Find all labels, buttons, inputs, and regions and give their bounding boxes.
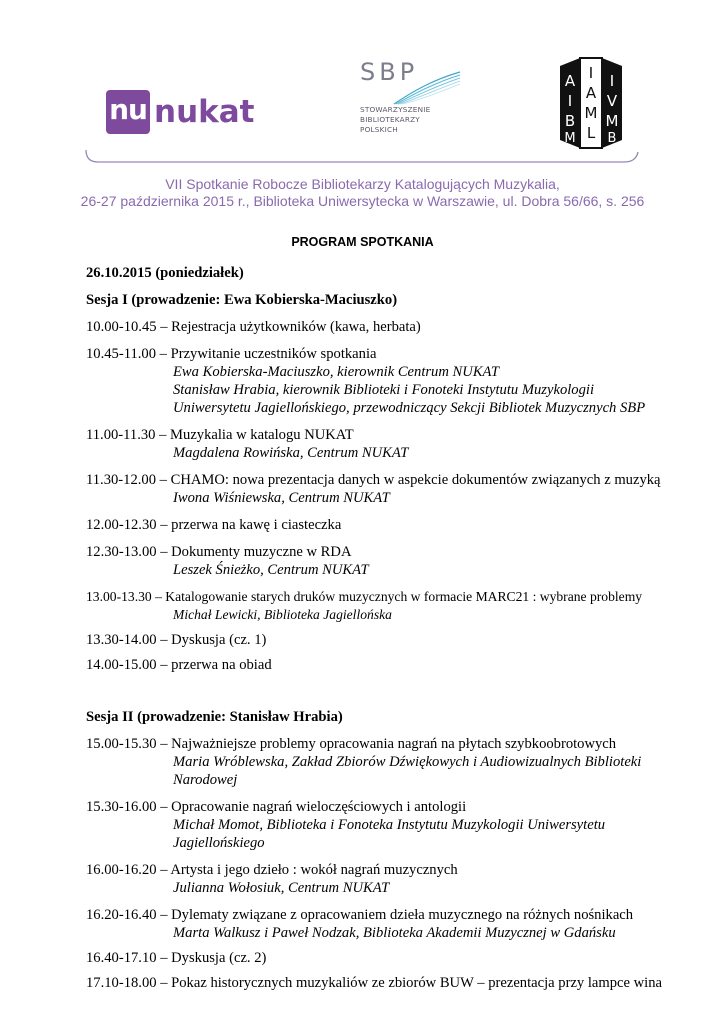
sbp-sub-line: STOWARZYSZENIE <box>360 105 431 114</box>
program-item-dash: – <box>156 736 172 752</box>
day-heading: 26.10.2015 (poniedziałek) <box>86 265 244 281</box>
program-item-line <box>86 906 686 924</box>
program-item-title: Dokumenty muzyczne w RDA <box>171 544 352 560</box>
iaml-letter: A <box>564 72 576 90</box>
iaml-letter: I <box>567 92 573 110</box>
program-item-speaker: Marta Walkusz i Paweł Nodzak, Biblioteka Akademii Muzycznej w Gdańsku <box>173 925 616 941</box>
program-item-dash: – <box>156 544 172 560</box>
program-item-time: 14.00-15.00 <box>86 657 157 673</box>
nukat-logo-word: nukat <box>154 94 255 130</box>
program-item-speaker: Iwona Wiśniewska, Centrum NUKAT <box>173 490 390 506</box>
program-item-speaker: Ewa Kobierska-Maciuszko, kierownik Centrum NUKAT <box>173 364 500 380</box>
program-item <box>86 588 686 624</box>
program-item-line <box>86 318 686 336</box>
program-item-speaker: Leszek Śnieżko, Centrum NUKAT <box>173 562 369 578</box>
program-item-dash: – <box>151 589 166 604</box>
program-item-line <box>86 949 686 967</box>
program-item-title: Przywitanie uczestników spotkania <box>170 346 377 362</box>
program-item-line <box>86 631 686 649</box>
program-item-line <box>86 471 686 489</box>
program-item-title: przerwa na obiad <box>171 657 272 673</box>
program-item-time: 17.10-18.00 <box>86 975 157 991</box>
program-item-title: Muzykalia w katalogu NUKAT <box>170 427 354 443</box>
program-item-line <box>86 656 686 674</box>
iaml-letter: V <box>606 92 618 110</box>
sbp-swoosh-icon <box>392 70 462 106</box>
program-item-speaker: Uniwersytetu Jagiellońskiego, przewodniczący Sekcji Bibliotek Muzycznych SBP <box>173 400 646 416</box>
program-item-title: Katalogowanie starych druków muzycznych w formacie MARC21 : wybrane problemy <box>165 589 643 604</box>
program-item-dash: – <box>156 472 171 488</box>
sbp-logo-subtitle <box>360 105 430 135</box>
iaml-letter: M <box>605 112 619 130</box>
program-item-time: 10.00-10.45 <box>86 319 157 335</box>
program-item-time: 16.20-16.40 <box>86 907 157 923</box>
program-item <box>86 656 686 674</box>
program-item-time: 11.00-11.30 <box>86 427 156 443</box>
program-item-line <box>86 345 686 363</box>
program-item-title: Pokaz historycznych muzykaliów ze zbiorów BUW – prezentacja przy lampce wina <box>171 975 663 991</box>
iaml-letter: B <box>607 131 617 146</box>
nukat-logo <box>106 88 255 136</box>
program-title: PROGRAM SPOTKANIA <box>291 235 434 249</box>
program-item-speaker: Magdalena Rowińska, Centrum NUKAT <box>173 445 409 461</box>
program-item-title: Rejestracja użytkowników (kawa, herbata) <box>171 319 421 335</box>
program-item-speaker: Michał Momot, Biblioteka i Fonoteka Instytutu Muzykologii Uniwersytetu <box>173 817 606 833</box>
program-item-speaker: Michał Lewicki, Biblioteka Jagiellońska <box>173 607 392 622</box>
program-item-line <box>86 735 686 753</box>
program-item-time: 16.00-16.20 <box>86 862 157 878</box>
program-item <box>86 861 686 897</box>
program-item-line <box>86 426 686 444</box>
program-item <box>86 516 686 534</box>
session-heading: Sesja II (prowadzenie: Stanisław Hrabia) <box>86 709 343 725</box>
conference-title-line2: 26-27 października 2015 r., Biblioteka Uniwersytecka w Warszawie, ul. Dobra 56/66, s. 256 <box>80 193 645 209</box>
header-divider <box>84 150 640 166</box>
program-item-title: Dylematy związane z opracowaniem dzieła muzycznego na różnych nośnikach <box>171 907 634 923</box>
program-item-dash: – <box>156 975 172 991</box>
program-item-title: Artysta i jego dzieło : wokół nagrań muzycznych <box>170 862 458 878</box>
program-item-title: Dyskusja (cz. 2) <box>171 950 267 966</box>
program-item-line <box>86 588 686 606</box>
program-item <box>86 543 686 579</box>
program-item-dash: – <box>156 517 172 533</box>
program-item-dash: – <box>156 319 172 335</box>
program-item <box>86 798 686 852</box>
program-item-speaker: Stanisław Hrabia, kierownik Biblioteki i Fonoteki Instytutu Muzykologii <box>173 382 594 398</box>
iaml-logo <box>558 56 624 150</box>
program-item-dash: – <box>155 427 171 443</box>
program-item-line <box>86 798 686 816</box>
program-item-time: 13.30-14.00 <box>86 632 157 648</box>
program-item <box>86 906 686 942</box>
session-heading: Sesja I (prowadzenie: Ewa Kobierska-Maciuszko) <box>86 292 398 308</box>
program-item-time: 15.30-16.00 <box>86 799 157 815</box>
program-item <box>86 471 686 507</box>
program-item <box>86 974 686 992</box>
program-item-time: 16.40-17.10 <box>86 950 157 966</box>
program-item-dash: – <box>156 862 171 878</box>
program-item <box>86 949 686 967</box>
program-item-time: 10.45-11.00 <box>86 346 156 362</box>
program-item-dash: – <box>156 799 172 815</box>
program-item-line <box>86 861 686 879</box>
program-item-dash: – <box>156 346 171 362</box>
program-item-dash: – <box>156 632 172 648</box>
program-item-line <box>86 516 686 534</box>
program-item-speaker: Maria Wróblewska, Zakład Zbiorów Dźwiękowych i Audiowizualnych Biblioteki <box>173 754 642 770</box>
program-item <box>86 631 686 649</box>
program-item-line <box>86 974 686 992</box>
nukat-logo-mark: nu <box>106 90 150 134</box>
program-item-title: CHAMO: nowa prezentacja danych w aspekcie dokumentów związanych z muzyką <box>170 472 661 488</box>
program-item-title: Opracowanie nagrań wieloczęściowych i antologii <box>171 799 467 815</box>
program-item-line <box>86 543 686 561</box>
sbp-logo-letters: SBP <box>360 58 419 86</box>
program-item-speaker: Narodowej <box>173 772 238 788</box>
program-item-dash: – <box>156 907 172 923</box>
program-item <box>86 735 686 789</box>
iaml-letter: A <box>585 84 597 102</box>
conference-title <box>0 176 725 210</box>
iaml-letter: I <box>609 72 615 90</box>
program-item <box>86 426 686 462</box>
program-item-time: 13.00-13.30 <box>86 589 152 604</box>
program-item <box>86 318 686 336</box>
program-item-time: 12.00-12.30 <box>86 517 157 533</box>
iaml-letter: B <box>564 112 576 130</box>
program-item <box>86 345 686 417</box>
conference-title-line1: VII Spotkanie Robocze Bibliotekarzy Katalogujących Muzykalia, <box>165 176 560 192</box>
iaml-letter: I <box>588 64 594 82</box>
program-item-dash: – <box>156 950 172 966</box>
sbp-sub-line: BIBLIOTEKARZY <box>360 115 420 124</box>
program-item-speaker: Jagiellońskiego <box>173 835 265 851</box>
iaml-letter: M <box>564 131 576 146</box>
program-item-time: 15.00-15.30 <box>86 736 157 752</box>
sbp-sub-line: POLSKICH <box>360 125 398 134</box>
program-item-title: Najważniejsze problemy opracowania nagrań na płytach szybkoobrotowych <box>171 736 617 752</box>
program-item-time: 11.30-12.00 <box>86 472 156 488</box>
iaml-letter: M <box>584 104 598 122</box>
program-item-time: 12.30-13.00 <box>86 544 157 560</box>
program-item-title: Dyskusja (cz. 1) <box>171 632 267 648</box>
program-content <box>86 262 686 992</box>
iaml-letter: L <box>586 124 596 142</box>
program-item-speaker: Julianna Wołosiuk, Centrum NUKAT <box>173 880 390 896</box>
program-item-dash: – <box>156 657 172 673</box>
program-item-title: przerwa na kawę i ciasteczka <box>171 517 342 533</box>
sbp-logo <box>360 58 460 140</box>
